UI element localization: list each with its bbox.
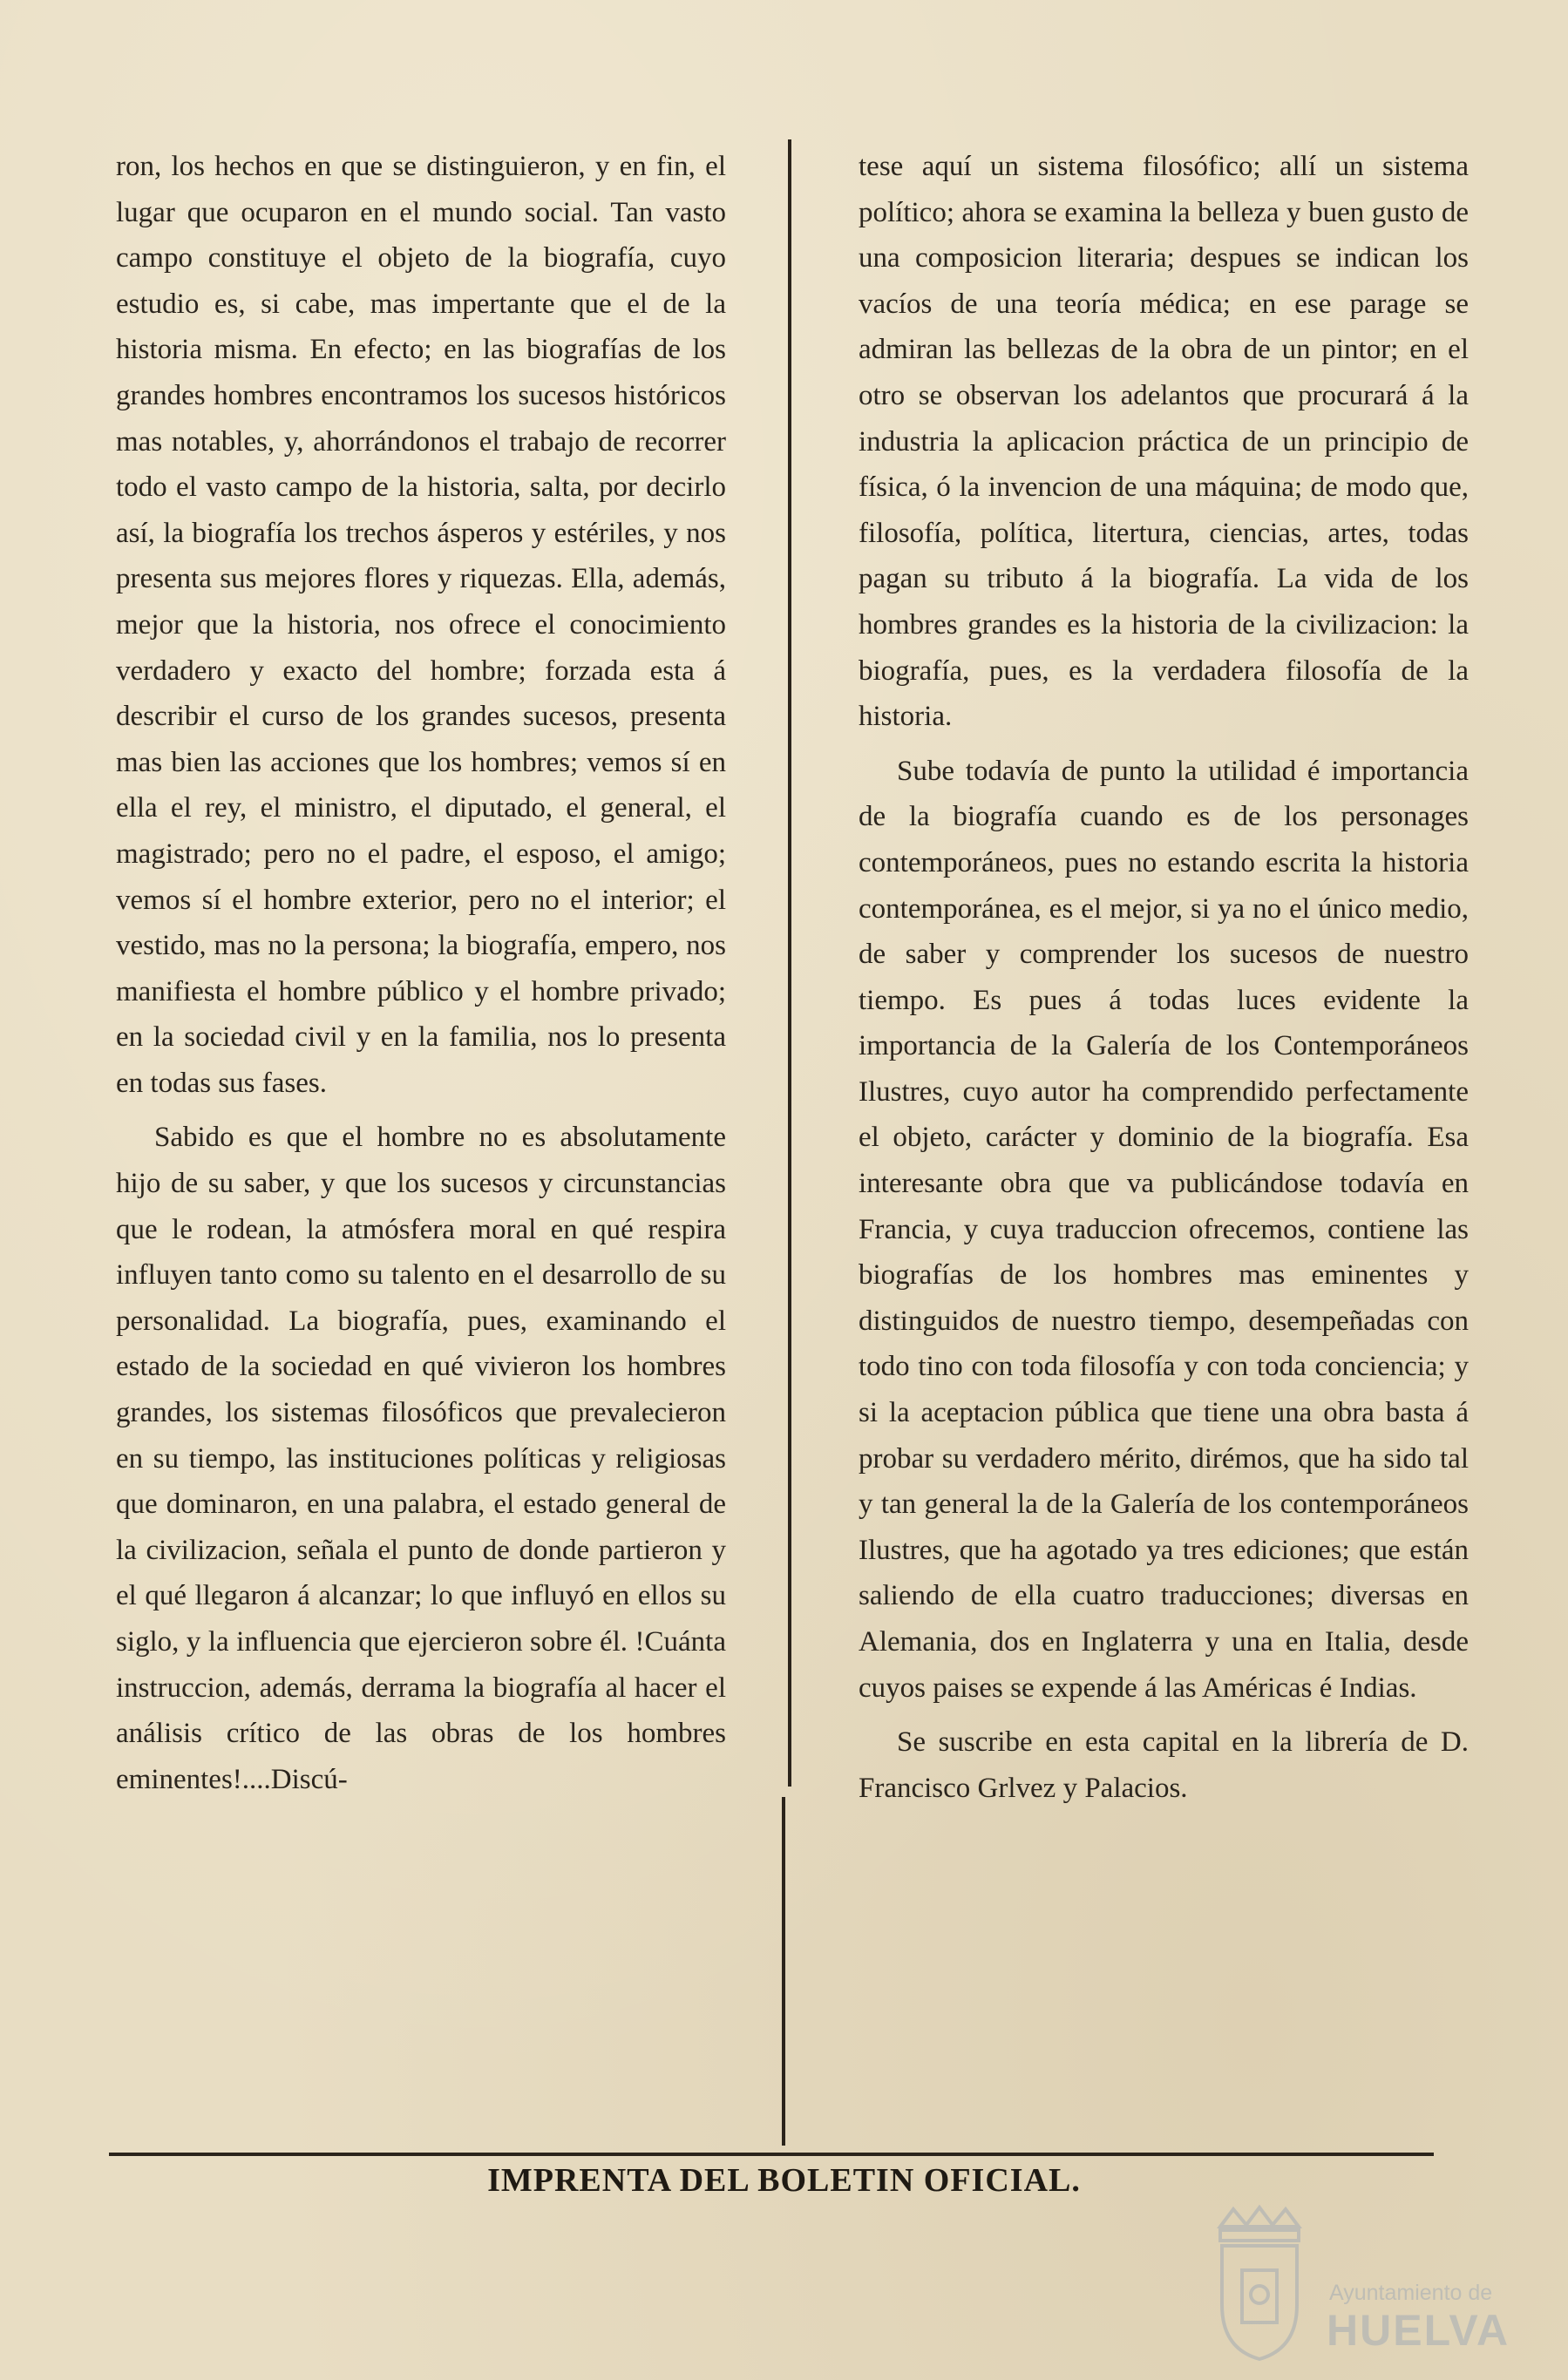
right-paragraph-3: Se suscribe en esta capital en la librería de D. Francisco Grlvez y Palacios. <box>859 1726 1469 1804</box>
right-column <box>859 144 1469 1811</box>
left-column <box>116 144 726 1802</box>
right-paragraph-1: tese aquí un sistema filosófico; allí un sistema político; ahora se examina la belleza y buen gusto de una composicion literaria; despues se indican los vacíos de una teoría médica; en ese parage se admiran las bellezas de la obra de un pintor; en el otro se observan los adelantos que procurará á la industria la aplicacion práctica de un principio de física, ó la invencion de una máquina; de modo que, filosofía, política, litertura, ciencias, artes, todas pagan su tributo á la biografía. La vida de los hombres grandes es la historia de la civilizacion: la biografía, pues, es la verdadera filosofía de la historia. <box>859 151 1469 733</box>
footer-rule <box>109 2153 1434 2156</box>
watermark-logo <box>1203 2200 1517 2375</box>
watermark-text-line2: HUELVA <box>1327 2306 1510 2355</box>
left-paragraph-2: Sabido es que el hombre no es absolutamente hijo de su saber, y que los sucesos y circunstancias que le rodean, la atmósfera moral en qué respira influyen tanto como su talento en el desarrollo de su personalidad. La biografía, pues, examinando el estado de la sociedad en qué vivieron los hombres grandes, los sistemas filosóficos que prevalecieron en su tiempo, las instituciones políticas y religiosas que dominaron, en una palabra, el estado general de la civilizacion, señala el punto de donde partieron y el qué llegaron á alcanzar; lo que influyó en ellos su siglo, y la influencia que ejercieron sobre él. !Cuánta instruccion, además, derrama la biografía al hacer el análisis crítico de las obras de los hombres eminentes!....Discú- <box>116 1122 726 1795</box>
right-paragraph-2: Sube todavía de punto la utilidad é importancia de la biografía cuando es de los personages contemporáneos, pues no estando escrita la historia contemporánea, es el mejor, si ya no el único medio, de saber y comprender los sucesos de nuestro tiempo. Es pues á todas luces evidente la importancia de la Galería de los Contemporáneos Ilustres, cuyo autor ha comprendido perfectamente el objeto, carácter y dominio de la biografía. Esa interesante obra que va publicándose todavía en Francia, y cuya traduccion ofrecemos, contiene las biografías de los hombres mas eminentes y distinguidos de nuestro tiempo, desempeñadas con todo tino con toda filosofía y con toda conciencia; y si la aceptacion pública que tiene una obra basta á probar su verdadero mérito, dirémos, que ha sido tal y tan general la de la Galería de los contemporáneos Ilustres, que ha agotado ya tres ediciones; que están saliendo de ella cuatro traducciones; diversas en Alemania, dos en Inglaterra y una en Italia, desde cuyos paises se expende á las Américas é Indias. <box>859 755 1469 1704</box>
column-divider-bottom <box>782 1797 785 2146</box>
imprint-footer: IMPRENTA DEL BOLETIN OFICIAL. <box>487 2162 1081 2199</box>
column-divider-top <box>788 139 791 1787</box>
watermark-text-line1: Ayuntamiento de <box>1329 2281 1493 2305</box>
huelva-coat-of-arms-icon <box>1203 2200 1316 2366</box>
left-paragraph-1: ron, los hechos en que se distinguieron, y en fin, el lugar que ocuparon en el mundo social. Tan vasto campo constituye el objeto de la biografía, cuyo estudio es, si cabe, mas impertante que el de la historia misma. En efecto; en las biografías de los grandes hombres encontramos los sucesos históricos mas notables, y, ahorrándonos el trabajo de recorrer todo el vasto campo de la historia, salta, por decirlo así, la biografía los trechos ásperos y estériles, y nos presenta sus mejores flores y riquezas. Ella, además, mejor que la historia, nos ofrece el conocimiento verdadero y exacto del hombre; forzada esta á describir el curso de los grandes sucesos, presenta mas bien las acciones que los hombres; vemos sí en ella el rey, el ministro, el diputado, el general, el magistrado; pero no el padre, el esposo, el amigo; vemos sí el hombre exterior, pero no el interior; el vestido, mas no la persona; la biografía, empero, nos manifiesta el hombre público y el hombre privado; en la sociedad civil y en la familia, nos lo presenta en todas sus fases. <box>116 151 726 1099</box>
